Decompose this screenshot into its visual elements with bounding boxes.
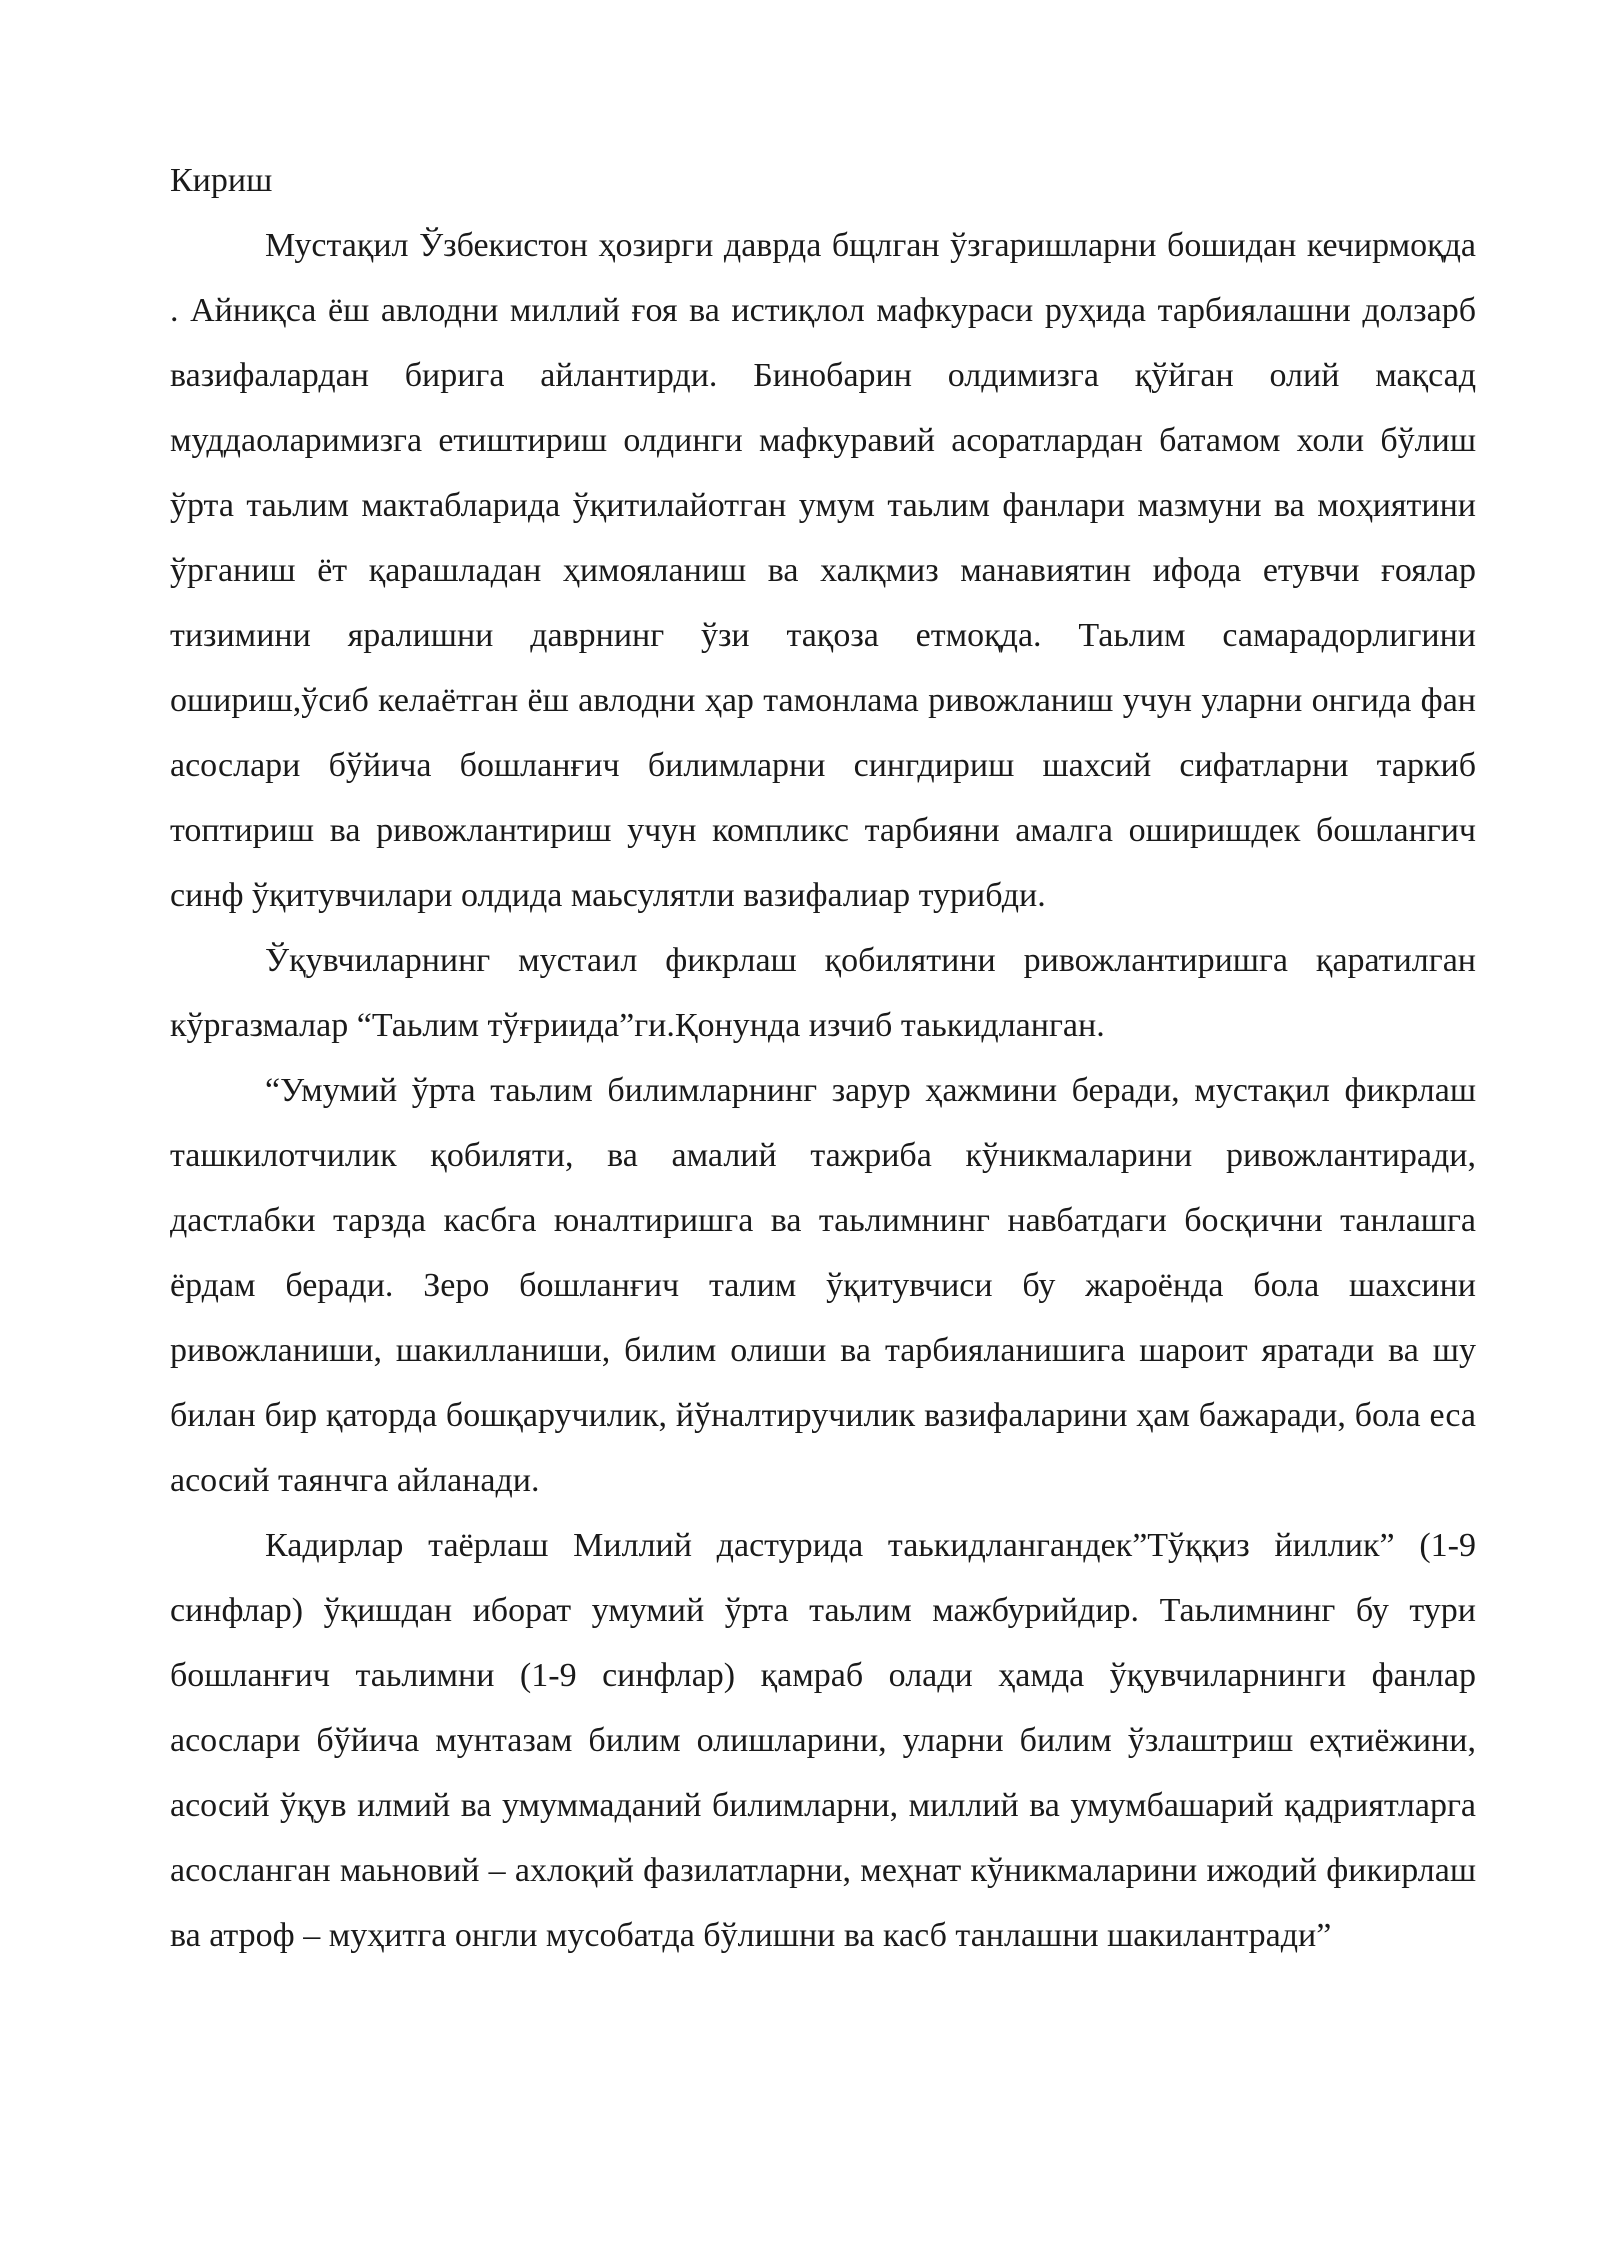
paragraph-2: Ўқувчиларнинг мустаил фикрлаш қобилятини ривожлантиришга қаратилган кўргазмалар “Таьлим тўғриида”ги.Қонунда изчиб таькидланган.: [170, 942, 1476, 1044]
paragraph-3: “Умумий ўрта таьлим билимларнинг зарур ҳажмини беради, мустақил фикрлаш ташкилотчилик қобиляти, ва амалий тажриба кўникмаларини ривожлантиради, дастлабки тарзда касбга юналтиришга ва таьлимнинг навбатдаги босқични танлашга ёрдам беради. Зеро бошланғич талим ўқитувчиси бу жароёнда бола шахсини ривожланиши, шакилланиши, билим олиши ва тарбияланишига шароит яратади ва шу билан бир қаторда бошқаручилик, йўналтиручилик вазифаларини ҳам бажаради, бола еса асосий таянчга айланади.: [170, 1072, 1476, 1499]
section-heading: Кириш: [170, 162, 273, 199]
paragraph-4: Кадирлар таёрлаш Миллий дастурида таькидлангандек”Тўққиз йиллик” (1-9 синфлар) ўқишдан иборат умумий ўрта таьлим мажбурийдир. Таьлимнинг бу тури бошланғич таьлимни (1-9 синфлар) қамраб олади ҳамда ўқувчиларнинги фанлар асослари бўйича мунтазам билим олишларини, уларни билим ўзлаштриш еҳтиёжини, асосий ўқув илмий ва умуммаданий билимларни, миллий ва умумбашарий қадриятларга асосланган маьновий – ахлоқий фазилатларни, меҳнат кўникмаларини ижодий фикирлаш ва атроф – муҳитга онгли мусобатда бўлишни ва касб танлашни шакилантради”: [170, 1527, 1476, 1954]
document-body: [170, 148, 1476, 1968]
paragraph-1: Мустақил Ўзбекистон ҳозирги даврда бщлган ўзгаришларни бошидан кечирмоқда . Айниқса ёш авлодни миллий ғоя ва истиқлол мафкураси руҳида тарбиялашни долзарб вазифалардан бирига айлантирди. Бинобарин олдимизга қўйган олий мақсад муддаоларимизга етиштириш олдинги мафкуравий асоратлардан батамом холи бўлиш ўрта таьлим мактабларида ўқитилайотган умум таьлим фанлари мазмуни ва моҳиятини ўрганиш ёт қарашладан ҳимояланиш ва халқмиз манавиятин ифода етувчи ғоялар тизимини яралишни даврнинг ўзи тақоза етмоқда. Таьлим самарадорлигини ошириш,ўсиб келаётган ёш авлодни ҳар тамонлама ривожланиш учун уларни онгида фан асослари бўйича бошланғич билимларни сингдириш шахсий сифатларни таркиб топтириш ва ривожлантириш учун компликс тарбияни амалга оширишдек бошлангич синф ўқитувчилари олдида маьсулятли вазифалиар турибди.: [170, 227, 1476, 914]
